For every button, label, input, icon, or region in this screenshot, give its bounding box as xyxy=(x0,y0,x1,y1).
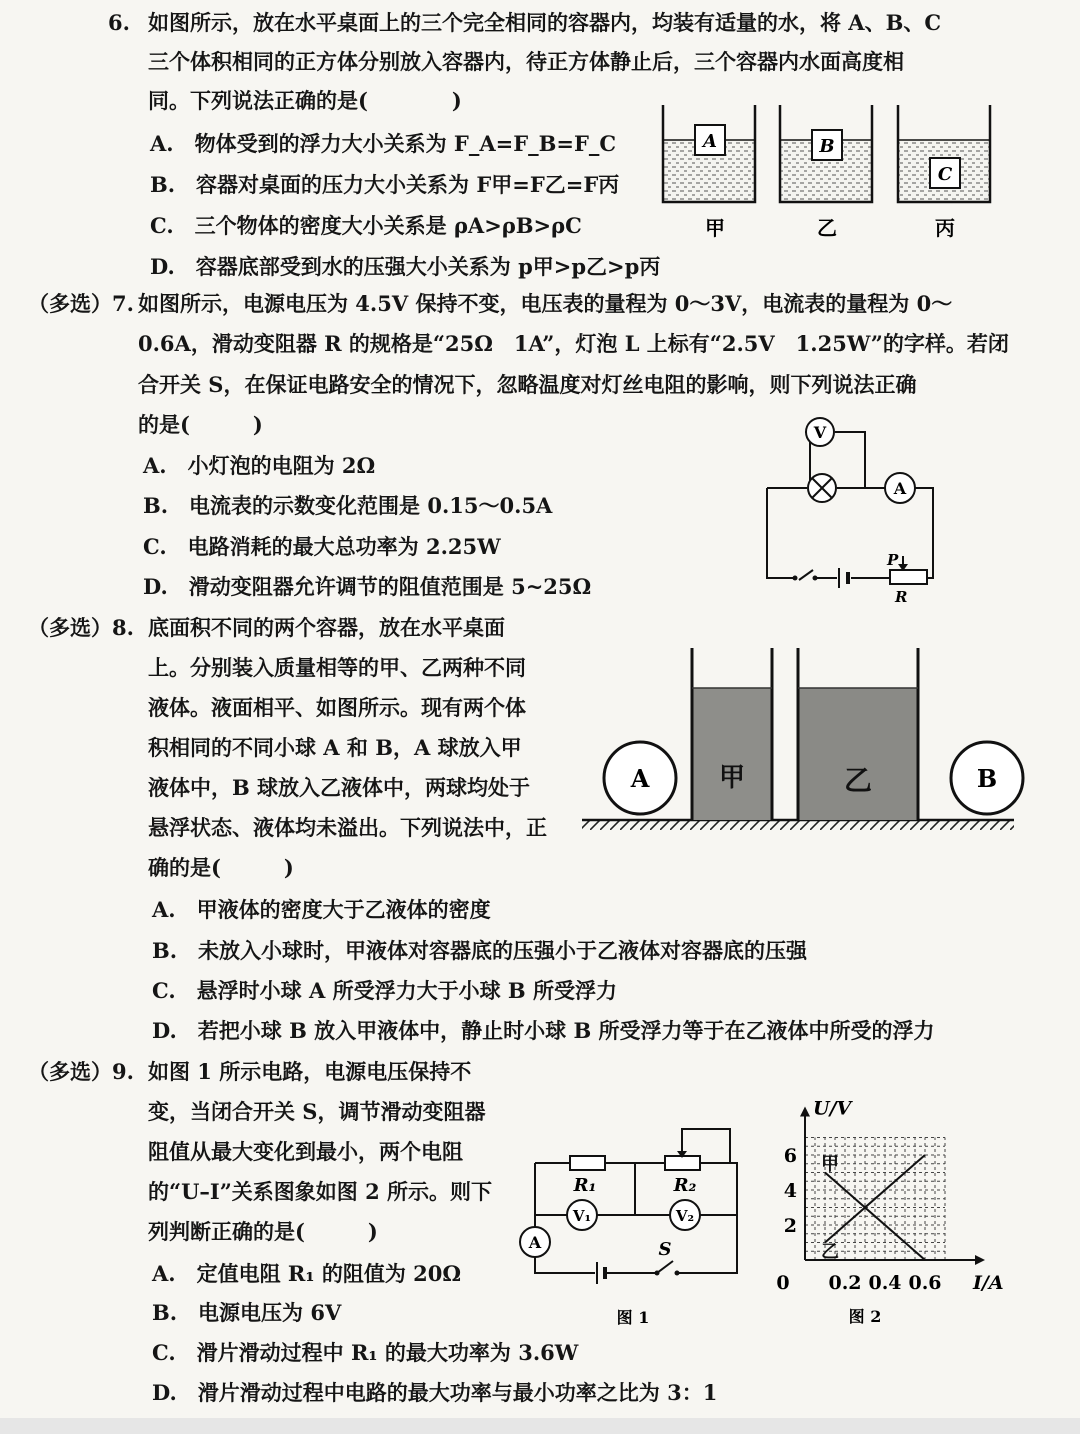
q9-option-c: C. 滑片滑动过程中 R₁ 的最大功率为 3.6W xyxy=(152,1340,579,1365)
r1-label: R₁ xyxy=(573,1175,597,1196)
ball-b-label: B xyxy=(976,764,998,793)
q6-stem-line2: 三个体积相同的正方体分别放入容器内，待正方体静止后，三个容器内水面高度相 xyxy=(148,49,904,74)
q6-option-c: C. 三个物体的密度大小关系是 ρA>ρB>ρC xyxy=(150,213,582,238)
q9-stem-line2: 变，当闭合开关 S，调节滑动变阻器 xyxy=(148,1099,486,1124)
container-yi xyxy=(780,105,872,240)
q8-stem-line1: 底面积不同的两个容器，放在水平桌面 xyxy=(148,615,505,640)
container-bing-label: 丙 xyxy=(935,216,955,240)
q8-stem-line7: 确的是( ) xyxy=(148,855,294,880)
rheostat-r2 xyxy=(665,1156,700,1170)
x-axis-arrow-icon xyxy=(975,1255,985,1265)
liquid-yi-label: 乙 xyxy=(843,764,873,797)
x-tick-label: 0.2 xyxy=(828,1272,862,1294)
container-jia-liquid xyxy=(692,648,772,820)
q7-option-d: D. 滑动变阻器允许调节的阻值范围是 5~25Ω xyxy=(143,574,592,599)
voltmeter-label: V xyxy=(813,423,827,442)
battery-icon xyxy=(597,1262,605,1284)
v2-label: V₂ xyxy=(675,1207,695,1225)
q7-option-a: A. 小灯泡的电阻为 2Ω xyxy=(143,453,376,478)
container-jia-label: 甲 xyxy=(705,216,725,240)
q6-containers-figure xyxy=(655,100,1015,250)
q7-stem-line1: 如图所示，电源电压为 4.5V 保持不变，电压表的量程为 0～3V，电流表的量程为 0～ xyxy=(138,291,953,316)
fig1-caption: 图 1 xyxy=(616,1308,650,1327)
q9-fig2-ui-chart xyxy=(775,1090,1015,1330)
cube-c-label: C xyxy=(937,164,953,185)
q8-stem-line3: 液体。液面相平、如图所示。现有两个体 xyxy=(148,695,526,720)
q8-stem-line4: 积相同的不同小球 A 和 B，A 球放入甲 xyxy=(148,735,522,760)
ammeter-label: A xyxy=(528,1233,542,1252)
v1-label: V₁ xyxy=(572,1207,592,1225)
cube-a-label: A xyxy=(703,131,717,152)
q6-option-a: A. 物体受到的浮力大小关系为 F_A=F_B=F_C xyxy=(150,131,617,156)
rheostat-label: R xyxy=(895,588,908,606)
container-bing xyxy=(898,105,990,240)
container-jia xyxy=(663,105,755,240)
q9-option-d: D. 滑片滑动过程中电路的最大功率与最小功率之比为 3：1 xyxy=(152,1380,718,1405)
q8-option-b: B. 未放入小球时，甲液体对容器底的压强小于乙液体对容器底的压强 xyxy=(152,938,808,963)
x-axis-label: I/A xyxy=(973,1272,1004,1294)
q8-stem-line6: 悬浮状态、液体均未溢出。下列说法中，正 xyxy=(148,815,547,840)
rheostat-icon xyxy=(890,570,927,584)
fig2-caption: 图 2 xyxy=(848,1307,882,1326)
q6-stem-line3: 同。下列说法正确的是( ) xyxy=(148,88,462,113)
q6-option-d: D. 容器底部受到水的压强大小关系为 p甲>p乙>p丙 xyxy=(150,254,661,279)
q6-number: 6. xyxy=(108,10,130,35)
q7-circuit-figure xyxy=(755,418,955,608)
series-label-jia: 甲 xyxy=(821,1154,839,1175)
q9-option-b: B. 电源电压为 6V xyxy=(152,1300,342,1325)
x-tick-label: 0.6 xyxy=(908,1272,942,1294)
lamp-icon xyxy=(808,474,836,502)
y-tick-label: 6 xyxy=(783,1145,797,1167)
q8-option-a: A. 甲液体的密度大于乙液体的密度 xyxy=(152,897,491,922)
ball-a-label: A xyxy=(630,764,650,793)
slider-label: P xyxy=(887,551,899,569)
page-bottom-strip xyxy=(0,1418,1080,1434)
q9-option-a: A. 定值电阻 R₁ 的阻值为 20Ω xyxy=(152,1261,462,1286)
liquid-jia-label: 甲 xyxy=(718,763,746,793)
battery-icon xyxy=(839,568,848,588)
y-tick-label: 2 xyxy=(783,1215,797,1237)
q9-stem-line1: 如图 1 所示电路，电源电压保持不 xyxy=(148,1059,472,1084)
q7-option-b: B. 电流表的示数变化范围是 0.15～0.5A xyxy=(143,493,553,518)
container-yi-label: 乙 xyxy=(817,216,837,240)
q8-liquids-figure xyxy=(590,640,1050,840)
r2-label: R₂ xyxy=(673,1175,697,1196)
q9-stem-line3: 阻值从最大变化到最小，两个电阻 xyxy=(148,1139,463,1164)
q7-stem-line4: 的是( ) xyxy=(138,412,263,437)
q7-stem-line3: 合开关 S，在保证电路安全的情况下，忽略温度对灯丝电阻的影响，则下列说法正确 xyxy=(138,372,917,397)
cube-b-label: B xyxy=(819,136,835,157)
q8-option-c: C. 悬浮时小球 A 所受浮力大于小球 B 所受浮力 xyxy=(152,978,617,1003)
y-axis-label: U/V xyxy=(813,1097,852,1120)
q9-fig1-circuit xyxy=(515,1115,755,1325)
q9-stem-line5: 列判断正确的是( ) xyxy=(148,1219,378,1244)
q6-stem-line1: 如图所示，放在水平桌面上的三个完全相同的容器内，均装有适量的水，将 A、B、C xyxy=(148,10,942,35)
x-tick-label: 0.4 xyxy=(868,1272,902,1294)
series-label-yi: 乙 xyxy=(821,1241,839,1263)
slider-arrow-icon xyxy=(898,556,908,571)
ammeter-label: A xyxy=(893,479,907,498)
q7-number: （多选）7. xyxy=(28,291,134,316)
y-tick-label: 4 xyxy=(783,1180,797,1202)
q6-option-b: B. 容器对桌面的压力大小关系为 F甲=F乙=F丙 xyxy=(150,172,620,197)
q7-option-c: C. 电路消耗的最大总功率为 2.25W xyxy=(143,534,501,559)
q9-stem-line4: 的“U–I”关系图象如图 2 所示。则下 xyxy=(148,1179,493,1204)
table-surface xyxy=(582,820,1014,830)
resistor-r1 xyxy=(570,1156,605,1170)
switch-label: S xyxy=(658,1239,672,1260)
q8-option-d: D. 若把小球 B 放入甲液体中，静止时小球 B 所受浮力等于在乙液体中所受的浮力 xyxy=(152,1018,935,1043)
q9-number: （多选）9. xyxy=(28,1059,134,1084)
x-tick-label: 0 xyxy=(776,1272,790,1294)
switch-icon xyxy=(655,1261,680,1276)
q8-stem-line5: 液体中，B 球放入乙液体中，两球均处于 xyxy=(148,775,531,800)
y-axis-arrow-icon xyxy=(800,1107,810,1117)
container-yi-liquid xyxy=(798,648,918,820)
q7-stem-line2: 0.6A，滑动变阻器 R 的规格是“25Ω 1A”，灯泡 L 上标有“2.5V 1.25W”的字样。若闭 xyxy=(138,331,1009,356)
q8-number: （多选）8. xyxy=(28,615,134,640)
q8-stem-line2: 上。分别装入质量相等的甲、乙两种不同 xyxy=(148,655,526,680)
